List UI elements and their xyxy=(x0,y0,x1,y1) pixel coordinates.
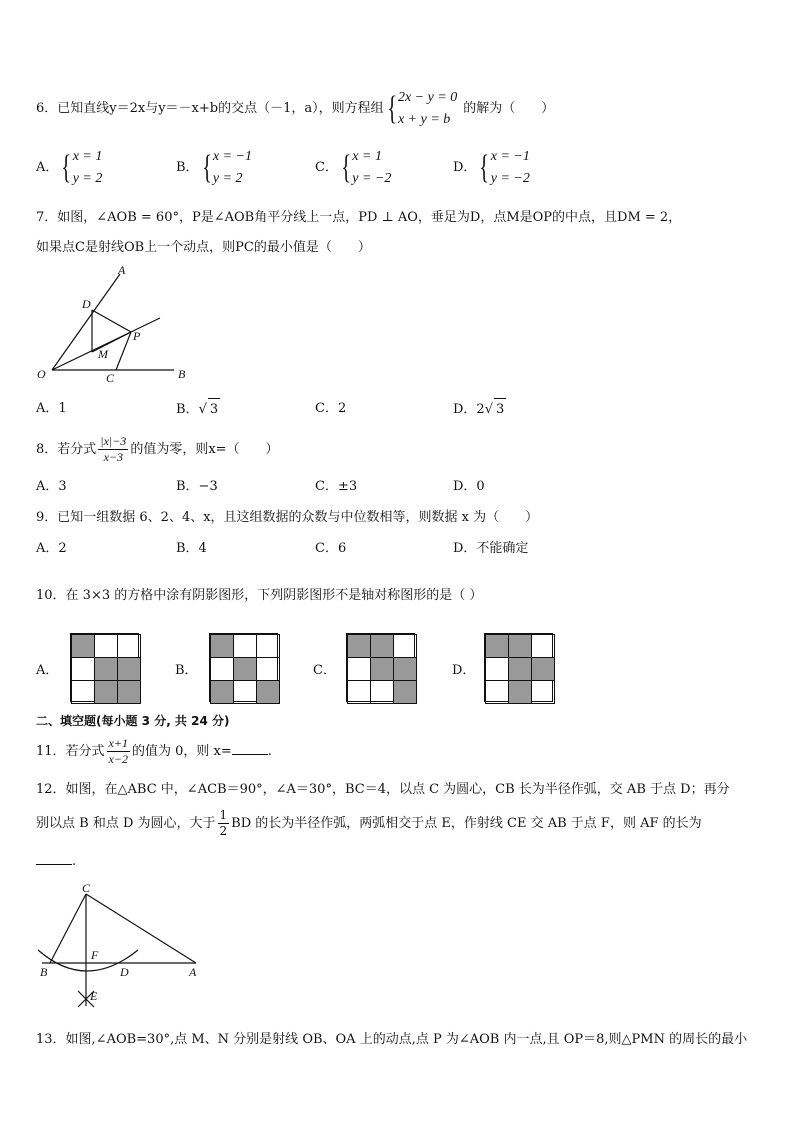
q9-option-a[interactable]: A．2 xyxy=(36,541,67,556)
q7-option-d[interactable]: D．2√ 3 xyxy=(453,398,506,421)
q10-grid-a xyxy=(70,633,139,702)
q6-option-a[interactable]: A．{ x = 1 y = 2 xyxy=(36,148,103,186)
grid-cell xyxy=(94,657,118,681)
grid-cell xyxy=(347,634,371,658)
q6-text: 6．已知直线y＝2x与y＝－x+b的交点（－1，a），则方程组 xyxy=(36,101,384,116)
q8-option-b[interactable]: B．−3 xyxy=(176,479,218,494)
grid-cell xyxy=(485,657,509,681)
q12-label-f: F xyxy=(91,948,99,962)
grid-cell xyxy=(347,680,371,704)
grid-cell xyxy=(508,680,532,704)
grid-cell xyxy=(508,634,532,658)
q7-figure xyxy=(34,262,194,387)
q7-label-c: C xyxy=(106,371,115,385)
q7-options xyxy=(36,398,756,420)
grid-cell xyxy=(256,680,280,704)
q7-option-a[interactable]: A．1 xyxy=(36,401,67,416)
q7-label-b: B xyxy=(178,367,186,381)
grid-cell xyxy=(485,680,509,704)
q10-grid-c xyxy=(346,633,415,702)
grid-cell xyxy=(210,680,234,704)
grid-cell xyxy=(233,657,257,681)
grid-cell xyxy=(233,680,257,704)
q9-option-d[interactable]: D．不能确定 xyxy=(453,541,529,556)
grid-cell xyxy=(210,657,234,681)
q6-options xyxy=(36,145,756,191)
q12-line1: 12．如图，在△ABC 中，∠ACB＝90°，∠A＝30°，BC＝4，以点 C 为圆心，CB 长为半径作弧，交 AB 于点 D；再分 xyxy=(36,782,730,797)
grid-cell xyxy=(508,657,532,681)
q11-fraction: $\frac{x+1}{x-2}$ xyxy=(108,736,128,766)
q6-brace: { xyxy=(386,89,397,127)
q9-option-b[interactable]: B．4 xyxy=(176,541,207,556)
grid-cell xyxy=(370,634,394,658)
grid-cell xyxy=(370,657,394,681)
q10-grid-b xyxy=(209,633,278,702)
q12-line2: 别以点 B 和点 D 为圆心，大于 $\frac{1}{2}$ BD 的长为半径作弧，两弧相交于点 E，作射线 CE 交 AB 于点 F，则 AF 的长为 xyxy=(36,808,702,838)
q13-stem: 13．如图,∠AOB=30°,点 M、N 分别是射线 OB、OA 上的动点,点 P 为∠AOB 内一点,且 OP＝8,则△PMN 的周长的最小 xyxy=(36,1032,748,1047)
q9-options xyxy=(36,539,756,559)
q7-label-a: A xyxy=(118,263,126,277)
q10-stem: 10．在 3×3 的方格中涂有阴影图形，下列阴影图形不是轴对称图形的是（ ） xyxy=(36,588,483,603)
q10-option-a[interactable]: A． xyxy=(36,633,146,703)
q6-stem xyxy=(36,86,554,132)
q8-option-d[interactable]: D．0 xyxy=(453,479,485,494)
grid-cell xyxy=(347,657,371,681)
q7-line2: 如果点C是射线OB上一个动点，则PC的最小值是（ ） xyxy=(36,240,371,255)
q12-answer-row: . xyxy=(36,854,76,870)
q6-tail: 的解为（ ） xyxy=(463,101,555,116)
q6-option-c[interactable]: C．{ x = 1 y = −2 xyxy=(315,148,392,186)
q12-label-c: C xyxy=(82,881,91,895)
q6-option-b[interactable]: B．{ x = −1 y = 2 xyxy=(176,148,252,186)
grid-cell xyxy=(210,634,234,658)
grid-cell xyxy=(71,634,95,658)
grid-cell xyxy=(117,634,141,658)
q7-option-c[interactable]: C．2 xyxy=(315,401,347,416)
q10-grid-d xyxy=(484,633,553,702)
q8-options xyxy=(36,477,756,497)
q6-system: 2x − y = 0 x + y = b xyxy=(397,89,458,127)
q9-option-c[interactable]: C．6 xyxy=(315,541,347,556)
q7-line1: 7．如图，∠AOB = 60°，P是∠AOB角平分线上一点，PD ⊥ AO，垂足为D，点M是OP的中点，且DM = 2， xyxy=(36,210,682,225)
q8-option-a[interactable]: A．3 xyxy=(36,479,67,494)
grid-cell xyxy=(256,657,280,681)
q9-stem: 9．已知一组数据 6、2、4、x，且这组数据的众数与中位数相等，则数据 x 为（ ） xyxy=(36,510,539,525)
grid-cell xyxy=(117,680,141,704)
grid-cell xyxy=(531,634,555,658)
q11-stem: 11．若分式 $\frac{x+1}{x-2}$ 的值为 0，则 x= . xyxy=(36,736,272,766)
grid-cell xyxy=(94,680,118,704)
q12-seg-cb xyxy=(50,894,86,963)
q7-seg-dp xyxy=(92,310,131,332)
q7-label-p: P xyxy=(133,329,141,343)
grid-cell xyxy=(393,680,417,704)
q12-figure xyxy=(34,880,209,1008)
grid-cell xyxy=(71,657,95,681)
q7-ray-op xyxy=(52,318,160,370)
q12-seg-ca xyxy=(86,894,196,963)
q8-option-c[interactable]: C．±3 xyxy=(315,479,358,494)
q7-ray-oa xyxy=(52,274,120,370)
q10-option-b[interactable]: B． xyxy=(175,633,285,703)
q12-answer-blank[interactable] xyxy=(36,864,72,865)
q12-half: $\frac{1}{2}$ xyxy=(219,808,228,838)
q10-option-d[interactable]: D． xyxy=(452,633,562,703)
q7-label-m: M xyxy=(98,347,108,361)
q8-stem: 8．若分式 $\frac{|x|-3}{x-3}$ 的值为零，则x=（ ） xyxy=(36,434,279,464)
q12-label-e: E xyxy=(90,989,98,1003)
grid-cell xyxy=(71,680,95,704)
grid-cell xyxy=(256,634,280,658)
grid-cell xyxy=(117,657,141,681)
grid-cell xyxy=(370,680,394,704)
q12-label-a: A xyxy=(189,965,197,979)
grid-cell xyxy=(393,657,417,681)
q8-fraction: $\frac{|x|-3}{x-3}$ xyxy=(100,434,127,464)
q12-label-d: D xyxy=(120,965,129,979)
grid-cell xyxy=(485,634,509,658)
grid-cell xyxy=(94,634,118,658)
grid-cell xyxy=(233,634,257,658)
q6-option-d[interactable]: D．{ x = −1 y = −2 xyxy=(453,148,530,186)
q11-answer-blank[interactable] xyxy=(232,754,268,755)
section-title: 二、填空题(每小题 3 分, 共 24 分) xyxy=(36,714,230,728)
q10-option-c[interactable]: C． xyxy=(313,633,423,703)
q7-option-b[interactable]: B．√ 3 xyxy=(176,398,220,421)
q12-label-b: B xyxy=(40,965,48,979)
grid-cell xyxy=(393,634,417,658)
grid-cell xyxy=(531,680,555,704)
q7-label-d: D xyxy=(82,297,91,311)
grid-cell xyxy=(531,657,555,681)
q7-label-o: O xyxy=(37,367,46,381)
